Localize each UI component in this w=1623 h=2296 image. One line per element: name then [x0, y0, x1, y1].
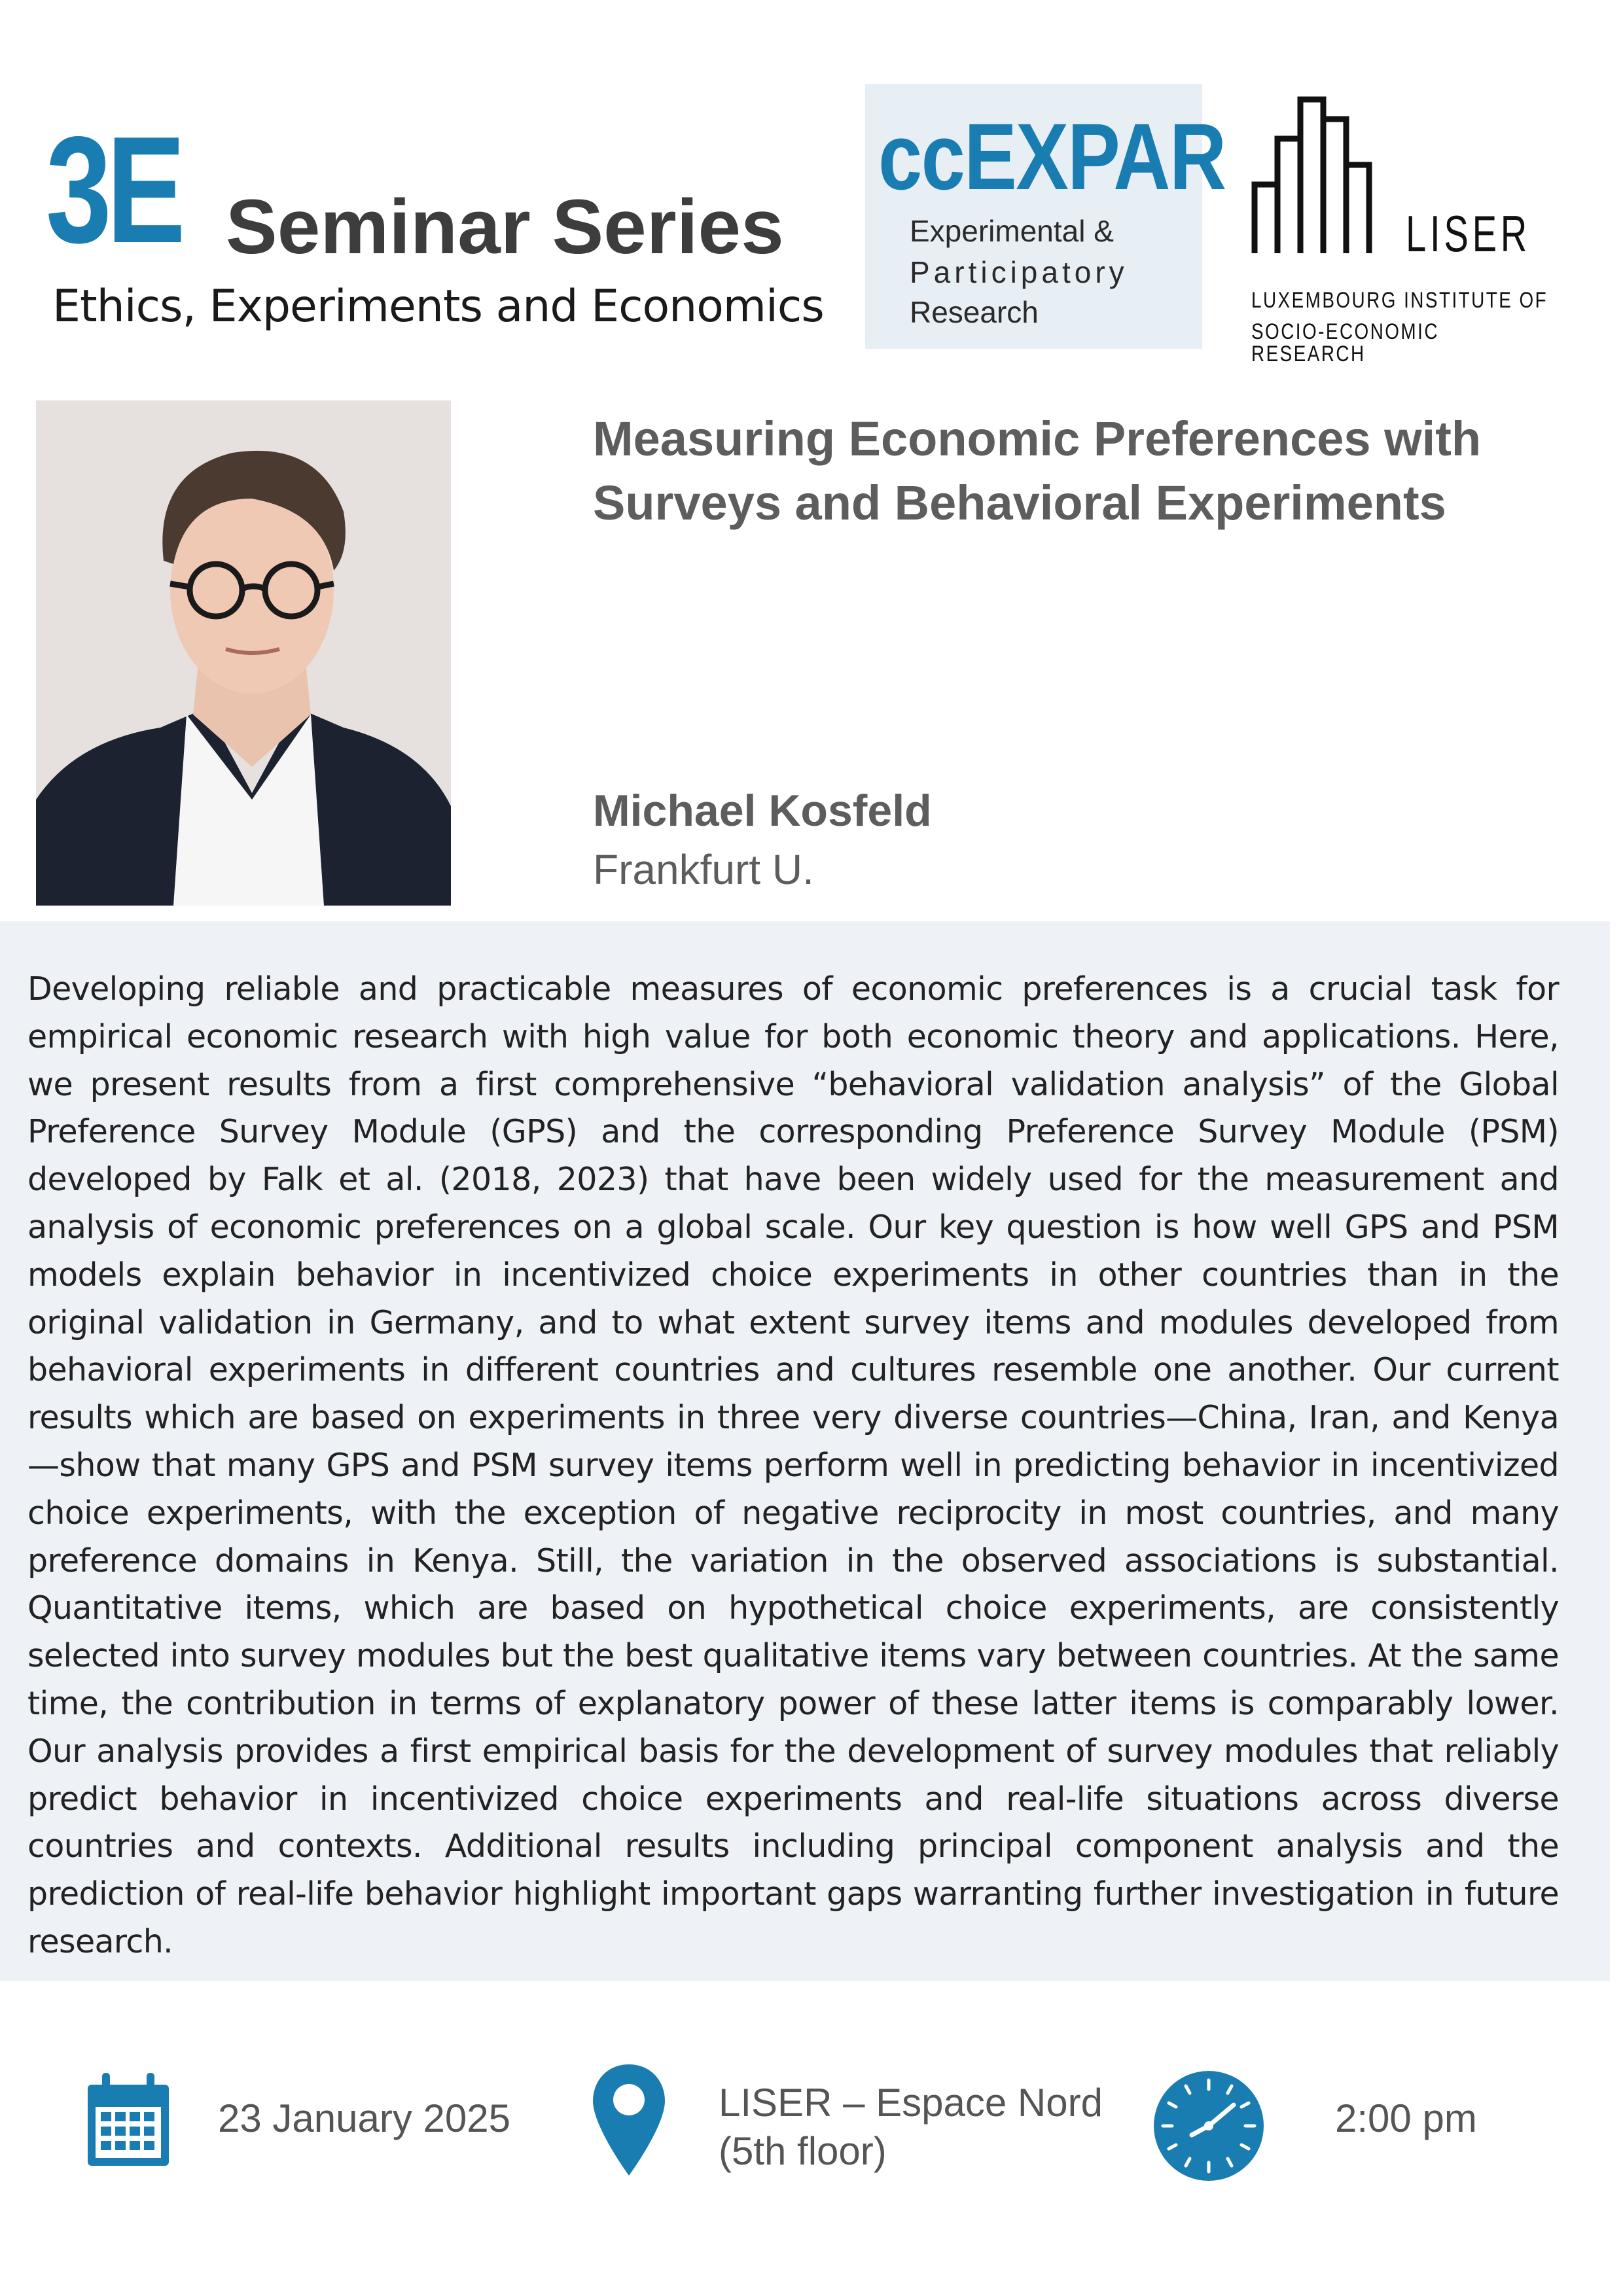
ccexpar-tagline-3: Research: [910, 295, 1039, 329]
brand-3e-mark: 3E: [46, 105, 181, 275]
liser-subline-1: LUXEMBOURG INSTITUTE OF: [1251, 288, 1548, 313]
event-date: 23 January 2025: [218, 2096, 511, 2140]
event-venue: LISER – Espace Nord: [719, 2081, 1103, 2125]
liser-wordmark: LISER: [1406, 205, 1531, 262]
event-time: 2:00 pm: [1335, 2096, 1477, 2140]
series-subtitle: Ethics, Experiments and Economics: [52, 281, 824, 332]
clock-icon: [1154, 2071, 1264, 2181]
speaker-affiliation: Frankfurt U.: [593, 846, 814, 893]
liser-subline-2: SOCIO-ECONOMIC RESEARCH: [1251, 319, 1439, 366]
liser-logo-icon: [1251, 93, 1395, 253]
talk-title: Measuring Economic Preferences with Surveys and Behavioral Experiments: [593, 412, 1482, 530]
event-venue-floor: (5th floor): [719, 2129, 887, 2173]
location-pin-icon: [593, 2064, 665, 2176]
ccexpar-logo: ccEXPAR: [878, 104, 1226, 209]
abstract-text: Developing reliable and practicable measures of economic preferences is a crucial task for empirical economic research with high value for both economic theory and applications. Here, we present results from a first comprehensive “behavioral validation analysis” of the Global Preference Survey Module (GPS) and the corresponding Preference Survey Module (PSM) developed by Falk et al. (2018, 2023) that have been widely used for the measurement and analysis of economic preferences on a global scale. Our key question is how well GPS and PSM models explain behavior in incentivized choice experiments in other countries than in the original validation in Germany, and to what extent survey items and modules developed from behavioral experiments in different countries and cultures resemble one another. Our current results which are based on experiments in three very diverse countries—China, Iran, and Kenya—show that many GPS and PSM survey items perform well in predicting behavior in incentivized choice experiments, with the exception of negative reciprocity in most countries, and many preference domains in Kenya. Still, the variation in the observed associations is substantial. Quantitative items, which are based on hypothetical choice experiments, are consistently selected into survey modules but the best qualitative items vary between countries. At the same time, the contribution in terms of explanatory power of these latter items is comparably lower. Our analysis provides a first empirical basis for the development of survey modules that reliably predict behavior in incentivized choice experiments and real-life situations across diverse countries and contexts. Additional results including principal component analysis and the prediction of real-life behavior highlight important gaps warranting further investigation in future research.: [27, 970, 1559, 1960]
series-title: Seminar Series: [226, 184, 784, 270]
ccexpar-tagline-2: Participatory: [910, 255, 1128, 289]
ccexpar-tagline-1: Experimental &: [910, 214, 1114, 248]
calendar-icon: [85, 2073, 171, 2168]
speaker-photo: [36, 400, 451, 906]
speaker-name: Michael Kosfeld: [593, 786, 932, 836]
